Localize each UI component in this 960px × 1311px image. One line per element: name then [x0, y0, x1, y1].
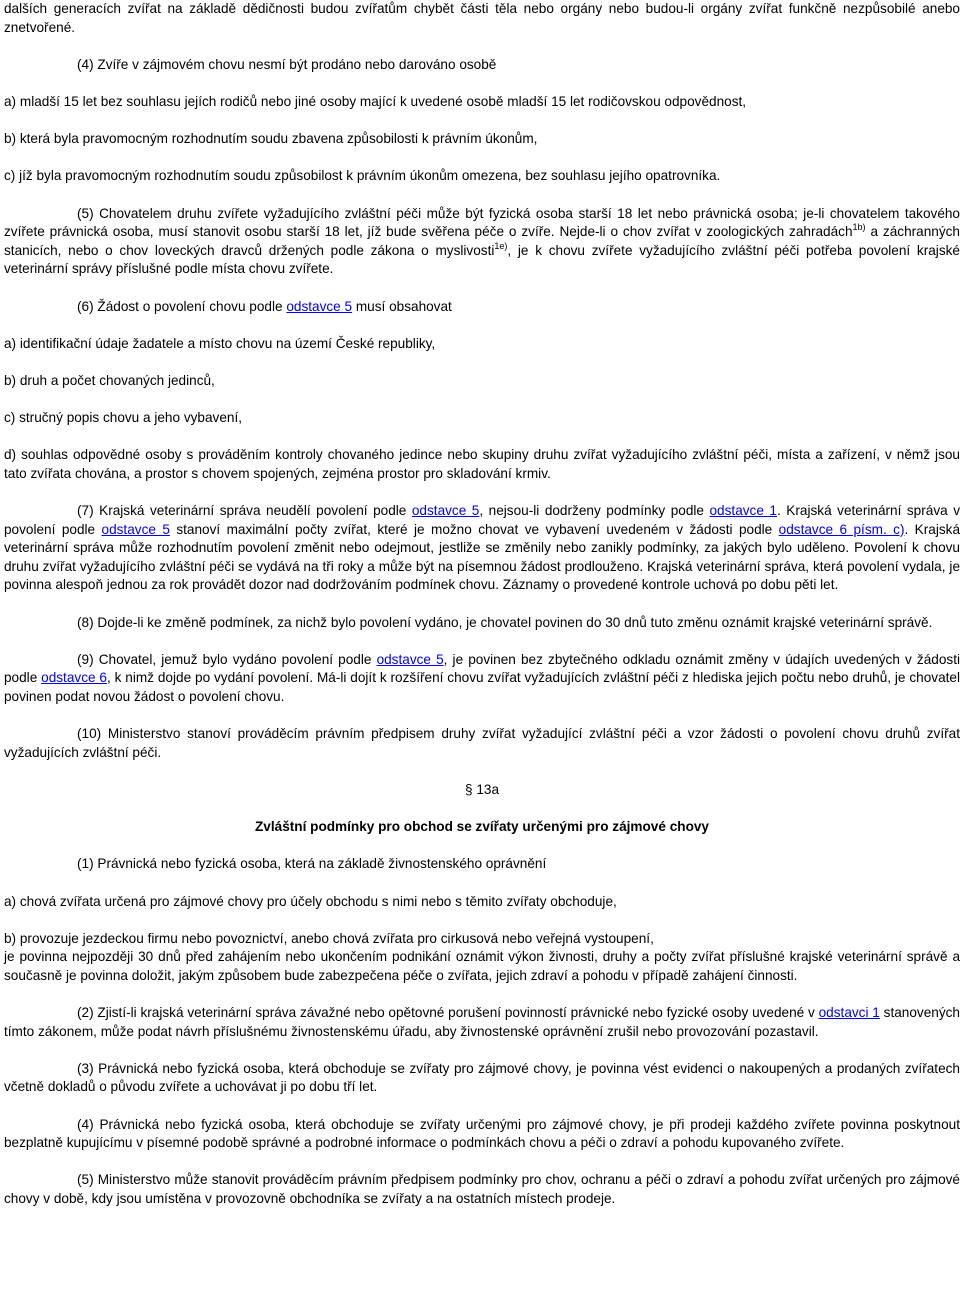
section-13a-paragraph-1-item-a: a) chová zvířata určená pro zájmové chovy pro účely obchodu s nimi nebo s těmito zvířaty obchoduje, — [4, 893, 617, 909]
paragraph-4-item-b: b) která byla pravomocným rozhodnutím soudu zbavena způsobilosti k právním úkonům, — [4, 131, 538, 147]
section-13a-paragraph-1-intro: (1) Právnická nebo fyzická osoba, která na základě živnostenského oprávnění — [77, 856, 547, 872]
paragraph-4-item-a: a) mladší 15 let bez souhlasu jejích rodičů nebo jiné osoby mající k uvedené osobě mladší 15 let rodičovskou odpovědnost, — [4, 93, 747, 109]
footnote-ref-1b[interactable]: 1b) — [852, 222, 866, 233]
section-13a-paragraph-1-rest: je povinna nejpozději 30 dnů před zahájením nebo ukončením podnikání oznámit výkon živnosti, druhy a počty zvířat příslušné krajské veterinární správě a současně je povinna doložit, jakým způsobem bude zabezpečena péče o zvířata, jejich zdraví a pohodu v případě zahájení činnosti. — [4, 949, 960, 983]
section-number: § 13a — [464, 781, 500, 797]
section-13a-paragraph-3: (3) Právnická nebo fyzická osoba, která obchoduje se zvířaty pro zájmové chovy, je povinna vést evidenci o nakoupených a prodaných zvířatech včetně dokladů o původu zvířete a uchovávat ji po dobu tří let. — [4, 1060, 960, 1095]
paragraph-8: (8) Dojde-li ke změně podmínek, za nichž bylo povolení vydáno, je chovatel povinen do 30 dnů tuto změnu oznámit krajské veterinární správě. — [77, 614, 933, 630]
link-odstavci-1[interactable]: odstavci 1 — [818, 1005, 880, 1021]
paragraph-4-item-c: c) jíž byla pravomocným rozhodnutím soudu způsobilost k právním úkonům omezena, bez souhlasu jejího opatrovníka. — [4, 168, 721, 184]
paragraph-6-intro: (6) Žádost o povolení chovu podle odstavce 5 musí obsahovat — [77, 298, 452, 314]
paragraph-5: (5) Chovatelem druhu zvířete vyžadujícího zvláštní péči může být fyzická osoba starší 18 let nebo právnická osoba; je-li chovatelem takového zvířete právnická osoba, musí stanovit osobu starší 18 let, jíž bude svěřena péče o zvíře. Nejde-li o chov zvířat v zoologických zahradách$^{1b)}$ a záchranných stanicích, nebo o chov loveckých dravců držených podle zákona o myslivosti$^{1e)}$, je k chovu zvířete vyžadujícího zvláštní péči potřeba povolení krajské veterinární správy příslušné podle místa chovu zvířete. — [4, 205, 960, 277]
section-13a-paragraph-5: (5) Ministerstvo může stanovit prováděcím právním předpisem podmínky pro chov, ochranu a péči o zdraví a pohodu zvířat určených pro zájmové chovy v době, kdy jsou umístěna v provozovně obchodníka se zvířaty a na ostatních místech prodeje. — [4, 1172, 960, 1206]
link-odstavce-1[interactable]: odstavce 1 — [709, 503, 777, 519]
footnote-ref-1e[interactable]: 1e) — [494, 240, 508, 251]
link-odstavce-6-pism-c[interactable]: odstavce 6 písm. c) — [778, 521, 905, 537]
paragraph-7: (7) Krajská veterinární správa neudělí povolení podle odstavce 5, nejsou-li dodrženy podmínky podle odstavce 1. Krajská veterinární správa v povolení podle odstavce 5 stanoví maximální počty zvířat, které je možno chovat ve vybavení uvedeném v žádosti podle odstavce 6 písm. c). Krajská veterinární správa může rozhodnutím povolení změnit nebo odejmout, jestliže se změnily nebo zanikly podmínky, za jakých bylo uděleno. Povolení k chovu druhu zvířat vyžadujícího zvláštní péči se vydává na tři roky a může být na písemnou žádost prodlouženo. Krajská veterinární správa, která povolení vydala, je povinna alespoň jednou za rok provádět dozor nad dodržováním podmínek chovu. Záznamy o provedené kontrole uchová po dobu pěti let. — [4, 503, 960, 593]
paragraph-6-item-d: d) souhlas odpovědné osoby s prováděním kontroly chovaného jedince nebo skupiny druhu zvířat vyžadujícího zvláštní péči, místa a zařízení, v němž jsou tato zvířata chována, a prostor s chovem spojených, zejména prostor pro skladování krmiv. — [4, 447, 960, 481]
paragraph-6-item-b: b) druh a počet chovaných jedinců, — [4, 372, 215, 388]
paragraph-6-item-c: c) stručný popis chovu a jeho vybavení, — [4, 410, 243, 426]
link-odstavce-5[interactable]: odstavce 5 — [101, 521, 170, 537]
paragraph-previous-tail: dalších generacích zvířat na základě dědičnosti budou zvířatům chybět části těla nebo orgány nebo budou-li orgány zvířat funkčně nezpůsobilé anebo znetvořené. — [4, 1, 960, 35]
link-odstavce-5[interactable]: odstavce 5 — [411, 503, 480, 519]
section-13a-paragraph-4: (4) Právnická nebo fyzická osoba, která obchoduje se zvířaty určenými pro zájmové chovy, je při prodeji každého zvířete povinna poskytnout bezplatně kupujícímu v písemné podobě správné a podrobné informace o podmínkách chovu a péči o zdraví a pohodu kupovaného zvířete. — [4, 1116, 960, 1151]
link-odstavce-6[interactable]: odstavce 6 — [41, 670, 107, 686]
section-title: Zvláštní podmínky pro obchod se zvířaty určenými pro zájmové chovy — [255, 819, 709, 835]
paragraph-6-item-a: a) identifikační údaje žadatele a místo chovu na území České republiky, — [4, 335, 436, 351]
section-13a-paragraph-2: (2) Zjistí-li krajská veterinární správa závažné nebo opětovné porušení povinností právnické nebo fyzické osoby uvedené v odstavci 1 stanovených tímto zákonem, může podat návrh příslušnému živnostenskému úřadu, aby živnostenské oprávnění zrušil nebo provozování pozastavil. — [4, 1005, 960, 1039]
section-13a-paragraph-1-item-b: b) provozuje jezdeckou firmu nebo povoznictví, anebo chová zvířata pro cirkusová nebo veřejná vystoupení, — [4, 930, 654, 946]
paragraph-9: (9) Chovatel, jemuž bylo vydáno povolení podle odstavce 5, je povinen bez zbytečného odkladu oznámit změny v údajích uvedených v žádosti podle odstavce 6, k nimž dojde po vydání povolení. Má-li dojít k rozšíření chovu zvířat vyžadujících zvláštní péči z hlediska jejich počtu nebo druhů, je chovatel povinen podat novou žádost o povolení chovu. — [4, 651, 960, 704]
link-odstavce-5[interactable]: odstavce 5 — [286, 298, 353, 314]
paragraph-4-intro: (4) Zvíře v zájmovém chovu nesmí být prodáno nebo darováno osobě — [77, 56, 497, 72]
paragraph-10: (10) Ministerstvo stanoví prováděcím právním předpisem druhy zvířat vyžadující zvláštní péči a vzor žádosti o povolení chovu druhů zvířat vyžadujících zvláštní péči. — [4, 726, 960, 760]
link-odstavce-5[interactable]: odstavce 5 — [376, 651, 444, 667]
document-page — [4, 0, 960, 1209]
